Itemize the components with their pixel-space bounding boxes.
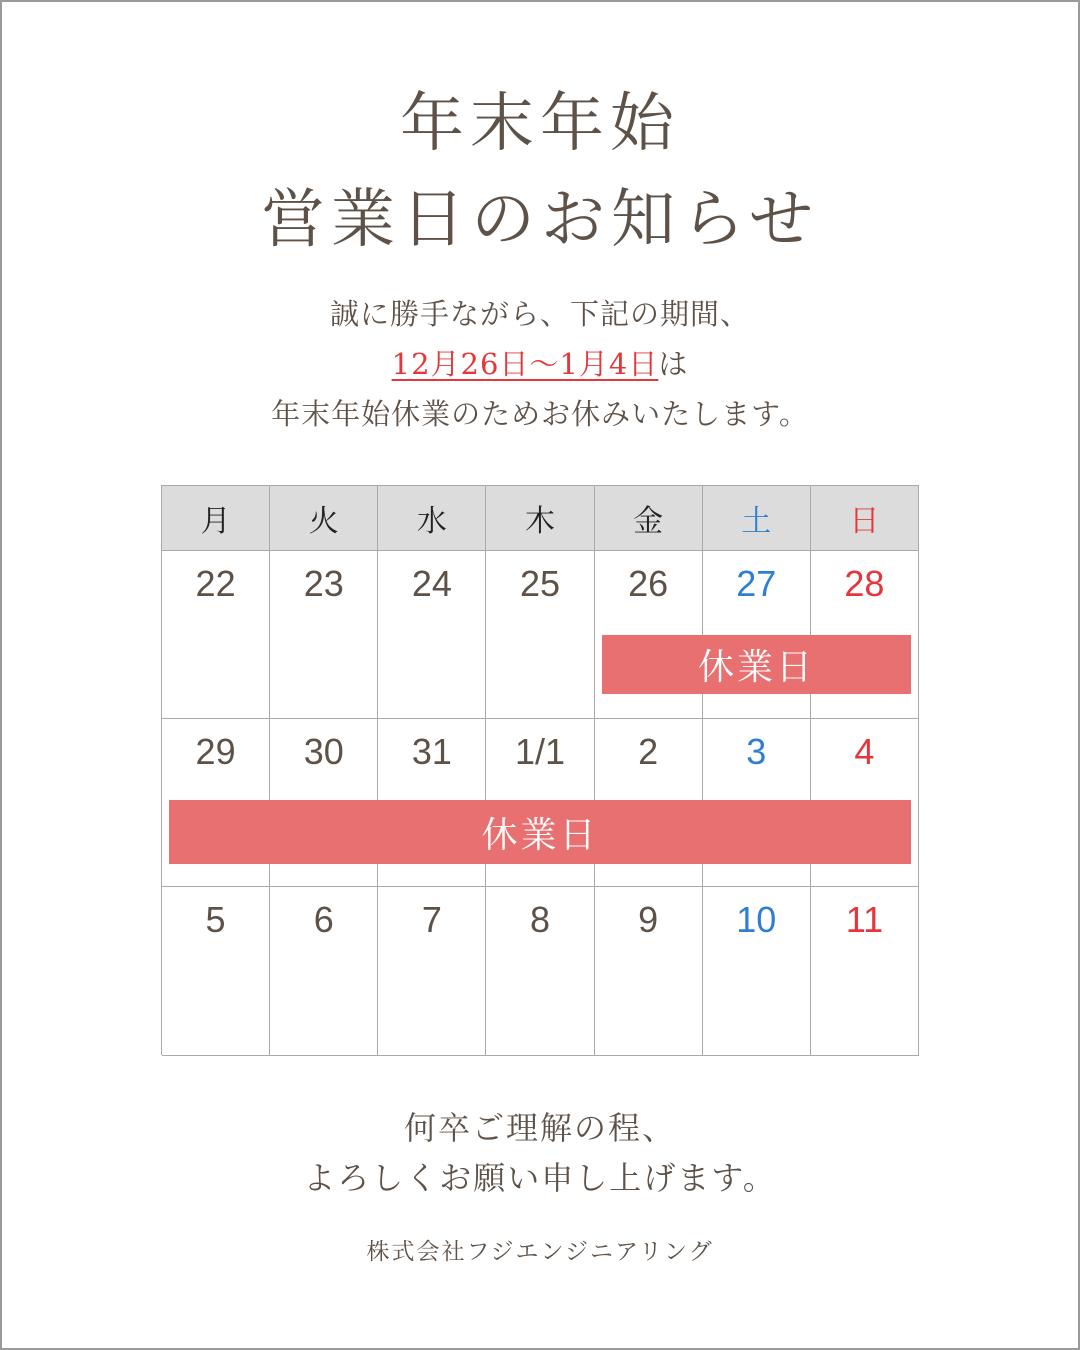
day-number: 2 [638, 731, 659, 772]
day-number: 27 [736, 563, 777, 604]
outro-line-2: よろしくお願い申し上げます。 [303, 1159, 777, 1197]
day-number: 6 [313, 899, 334, 940]
day-number: 7 [421, 899, 442, 940]
day-number: 25 [519, 563, 561, 604]
day-number: 3 [746, 731, 767, 772]
day-number: 23 [303, 563, 344, 604]
closed-band-week-2: 休業日 [169, 800, 911, 864]
day-cell [595, 887, 703, 1056]
day-number: 5 [205, 899, 226, 940]
outro-line-1: 何卒ご理解の程、 [403, 1109, 676, 1147]
calendar-grid [161, 485, 919, 1055]
company-name: 株式会社フジエンジニアリング [366, 1239, 714, 1265]
calendar [161, 485, 919, 1055]
weekday-header: 土 [703, 486, 811, 551]
day-number: 29 [195, 731, 236, 772]
weekday-header: 月 [162, 486, 270, 551]
intro-line-2-suffix: は [658, 347, 689, 381]
title-line-1: 年末年始 [400, 87, 680, 161]
weekday-header: 日 [811, 486, 919, 551]
day-cell [486, 551, 594, 719]
title-line-2: 営業日のお知らせ [260, 183, 820, 257]
day-number: 8 [529, 899, 550, 940]
day-cell [270, 887, 378, 1056]
day-number: 26 [628, 563, 669, 604]
day-cell [270, 551, 378, 719]
day-number: 10 [736, 899, 777, 940]
day-cell [378, 551, 486, 719]
day-number: 31 [411, 731, 452, 772]
day-cell [811, 887, 919, 1056]
closed-band-week-1: 休業日 [602, 635, 911, 694]
day-number: 28 [844, 563, 885, 604]
weekday-header: 火 [270, 486, 378, 551]
intro-line-1: 誠に勝手ながら、下記の期間、 [329, 297, 750, 331]
day-cell [162, 887, 270, 1056]
holiday-period: 12月26日〜1月4日 [391, 347, 659, 381]
weekday-header: 水 [378, 486, 486, 551]
day-number: 30 [303, 731, 344, 772]
day-number: 1/1 [514, 731, 566, 772]
day-number: 4 [854, 731, 875, 772]
day-number: 11 [845, 899, 884, 940]
day-number: 9 [638, 899, 659, 940]
weekday-header: 木 [486, 486, 594, 551]
day-cell [486, 887, 594, 1056]
intro-line-2 [0, 347, 1080, 381]
weekday-header: 金 [595, 486, 703, 551]
day-number: 24 [411, 563, 452, 604]
intro-line-3: 年末年始休業のためお休みいたします。 [271, 397, 809, 431]
day-number: 22 [195, 563, 236, 604]
day-cell [162, 551, 270, 719]
day-cell [703, 887, 811, 1056]
day-cell [378, 887, 486, 1056]
